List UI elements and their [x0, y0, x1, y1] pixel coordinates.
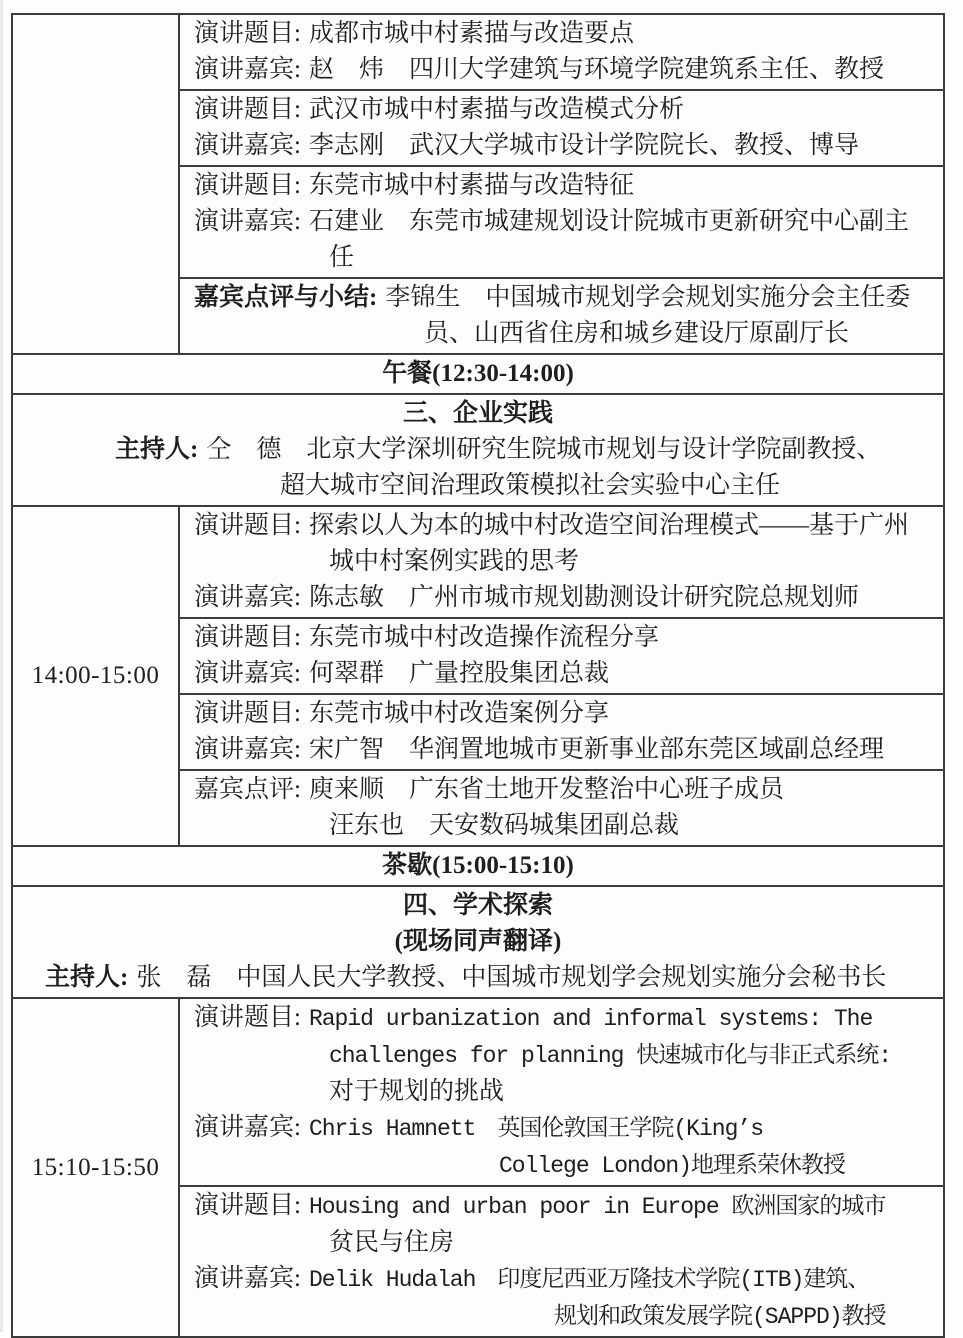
speech-title-label: 演讲题目:: [194, 172, 301, 199]
speaker-text-wrap: College London)地理系荣休教授: [499, 1153, 846, 1179]
agenda-line: [194, 1110, 937, 1147]
speaker-text: 赵 炜 四川大学建筑与环境学院建筑系主任、教授: [308, 56, 884, 83]
time-cell: [13, 15, 180, 353]
speech-title-text-wrap: 对于规划的挑战: [329, 1078, 505, 1105]
agenda-line-wrap: [194, 1298, 937, 1335]
talk-row: [180, 999, 943, 1185]
agenda-line-wrap: [194, 1074, 937, 1110]
speech-title-label: 演讲题目:: [194, 700, 301, 727]
speaker-text: 何翠群 广量控股集团总裁: [308, 660, 609, 687]
commentary-label: 嘉宾点评:: [194, 776, 301, 803]
talk-row: [180, 15, 943, 89]
agenda-line: [194, 1261, 937, 1298]
agenda-line: [194, 620, 937, 656]
agenda-line: [194, 732, 937, 768]
agenda-block-part3: [13, 505, 943, 845]
section-title: 四、学术探索: [402, 892, 553, 919]
talk-row: [180, 693, 943, 769]
tea-break-row: 茶歇(15:00-15:10): [13, 845, 943, 885]
agenda-table: [11, 13, 945, 1338]
speaker-label: 演讲嘉宾:: [194, 584, 301, 611]
agenda-block-part2: [13, 15, 943, 353]
speech-title-label: 演讲题目:: [194, 1004, 301, 1031]
agenda-line: [194, 168, 937, 204]
section-header-part4: [13, 885, 943, 997]
commentator-text: 李锦生 中国城市规划学会规划实施分会主任委: [385, 284, 911, 311]
host-line-wrap: 超大城市空间治理政策模拟社会实验中心主任: [280, 472, 781, 499]
scan-edge-artifact: [0, 0, 3, 1332]
speaker-label: 演讲嘉宾:: [194, 736, 301, 763]
speech-title-text: Housing and urban poor in Europe 欧洲国家的城市: [308, 1194, 886, 1220]
speech-title-label: 演讲题目:: [194, 96, 301, 123]
speech-title-text-wrap: challenges for planning 快速城市化与非正式系统:: [329, 1043, 892, 1069]
speaker-text-wrap: 任: [329, 244, 355, 271]
commentator-text: 庾来顺 广东省土地开发整治中心班子成员: [308, 776, 784, 803]
speaker-text: 宋广智 华润置地城市更新事业部东莞区域副总经理: [308, 736, 884, 763]
agenda-line-wrap: [194, 316, 937, 352]
agenda-line: [194, 580, 937, 616]
speaker-text: Delik Hudalah 印度尼西亚万隆技术学院(ITB)建筑、: [308, 1267, 870, 1293]
agenda-line-wrap: [194, 1147, 937, 1184]
speaker-text: 陈志敏 广州市城市规划勘测设计研究院总规划师: [308, 584, 859, 611]
agenda-line: [194, 508, 937, 544]
speech-title-label: 演讲题目:: [194, 1192, 301, 1219]
agenda-line: [194, 128, 937, 164]
section-header-part3: [13, 393, 943, 505]
speaker-text-wrap: 规划和政策发展学院(SAPPD)教授: [554, 1304, 886, 1330]
agenda-line: [194, 1188, 937, 1225]
agenda-line-wrap: [194, 1225, 937, 1261]
speaker-text: Chris Hamnett 英国伦敦国王学院(King’s: [308, 1116, 763, 1142]
section-title: 三、企业实践: [402, 400, 553, 427]
section-subtitle: (现场同声翻译): [394, 928, 562, 955]
commentary-summary-label: 嘉宾点评与小结:: [194, 284, 378, 311]
speech-title-label: 演讲题目:: [194, 624, 301, 651]
speaker-text: 李志刚 武汉大学城市设计学院院长、教授、博导: [308, 132, 859, 159]
agenda-line: [194, 92, 937, 128]
commentary-row: [180, 277, 943, 353]
agenda-line: [194, 16, 937, 52]
host-text: 仝 德 北京大学深圳研究生院城市规划与设计学院副教授、: [206, 436, 882, 463]
commentator-text-wrap: 汪东也 天安数码城集团副总裁: [329, 812, 680, 839]
speaker-label: 演讲嘉宾:: [194, 1265, 301, 1292]
host-line: [13, 960, 943, 996]
time-cell: 15:10-15:50: [13, 999, 180, 1336]
speech-title-text: 东莞市城中村改造操作流程分享: [308, 624, 659, 651]
speaker-label: 演讲嘉宾:: [194, 56, 301, 83]
host-text: 张 磊 中国人民大学教授、中国城市规划学会规划实施分会秘书长: [136, 964, 887, 991]
host-label: 主持人:: [115, 436, 199, 463]
host-line: [13, 432, 943, 468]
speaker-label: 演讲嘉宾:: [194, 1114, 301, 1141]
speaker-text: 石建业 东莞市城建规划设计院城市更新研究中心副主: [308, 208, 909, 235]
speech-title-text: 成都市城中村素描与改造要点: [308, 20, 634, 47]
agenda-line: [194, 696, 937, 732]
speech-title-text: 探索以人为本的城中村改造空间治理模式——基于广州: [308, 512, 909, 539]
host-label: 主持人:: [45, 964, 129, 991]
agenda-line-wrap: [194, 808, 937, 844]
speech-title-text: 武汉市城中村素描与改造模式分析: [308, 96, 684, 123]
agenda-line: [194, 772, 937, 808]
talk-row: [180, 617, 943, 693]
agenda-line-wrap: [194, 544, 937, 580]
time-cell: 14:00-15:00: [13, 507, 180, 845]
commentator-text-wrap: 员、山西省住房和城乡建设厅原副厅长: [424, 320, 850, 347]
talk-row: [180, 89, 943, 165]
speaker-label: 演讲嘉宾:: [194, 660, 301, 687]
speech-title-text: 东莞市城中村改造案例分享: [308, 700, 609, 727]
agenda-line-wrap: [194, 240, 937, 276]
agenda-line-wrap: [194, 1037, 937, 1074]
speech-title-label: 演讲题目:: [194, 512, 301, 539]
speaker-label: 演讲嘉宾:: [194, 208, 301, 235]
speech-title-text: Rapid urbanization and informal systems: The: [308, 1006, 873, 1032]
speech-title-text-wrap: 贫民与住房: [329, 1229, 455, 1256]
agenda-block-part4: [13, 997, 943, 1336]
agenda-line: [194, 1000, 937, 1037]
talk-row: [180, 165, 943, 277]
lunch-break-row: 午餐(12:30-14:00): [13, 353, 943, 393]
talk-row: [180, 507, 943, 617]
talk-row: [180, 1185, 943, 1336]
agenda-line: [194, 204, 937, 240]
commentary-row: [180, 769, 943, 845]
speech-title-text-wrap: 城中村案例实践的思考: [329, 548, 580, 575]
agenda-line: [194, 656, 937, 692]
agenda-line: [194, 52, 937, 88]
speech-title-text: 东莞市城中村素描与改造特征: [308, 172, 634, 199]
speaker-label: 演讲嘉宾:: [194, 132, 301, 159]
agenda-line: [194, 280, 937, 316]
speech-title-label: 演讲题目:: [194, 20, 301, 47]
